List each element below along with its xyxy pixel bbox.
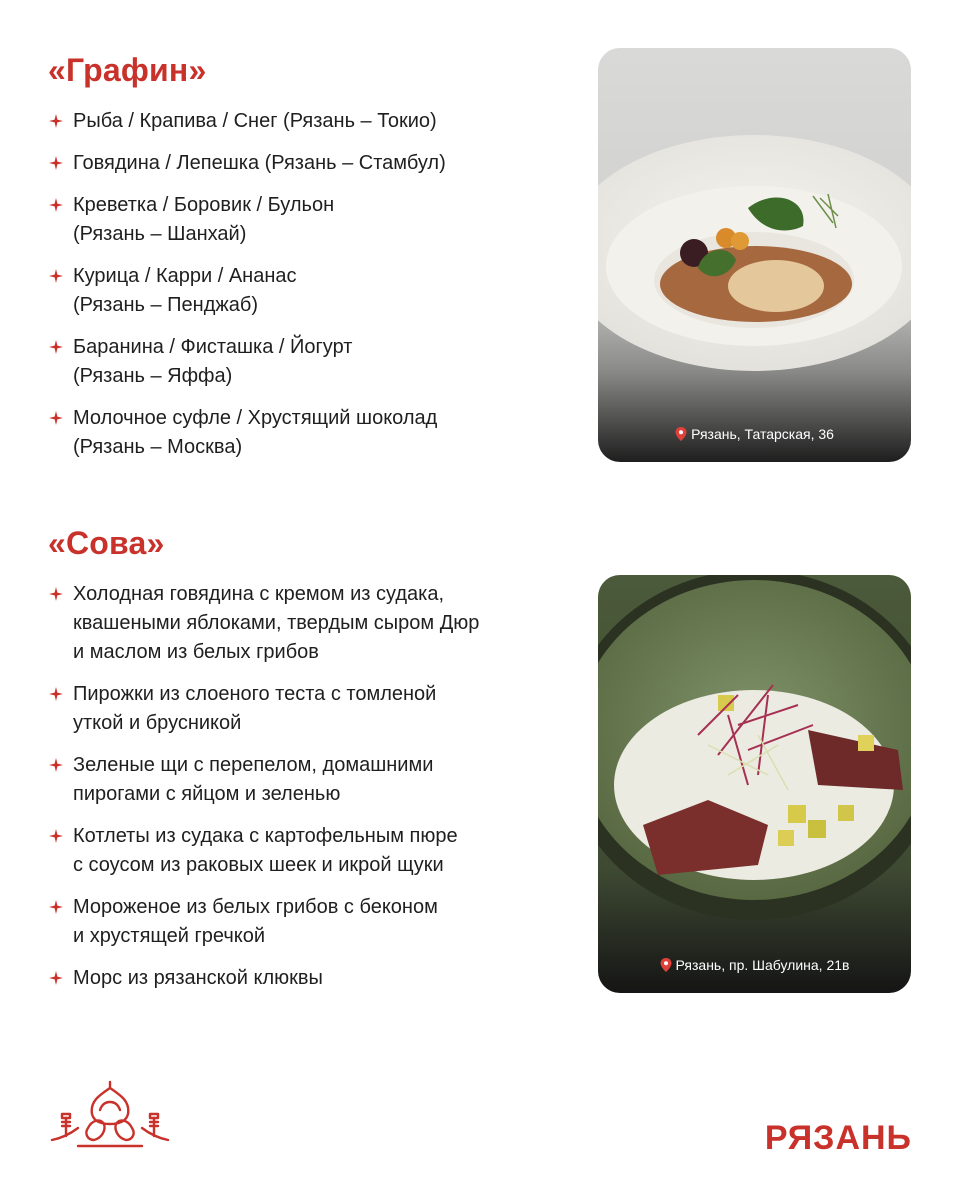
list-item: Мороженое из белых грибов с беконом и хрустящей гречкой: [48, 893, 548, 951]
cross-bullet-icon: [48, 970, 64, 986]
cross-bullet-icon: [48, 828, 64, 844]
list-item: Говядина / Лепешка (Рязань – Стамбул): [48, 149, 548, 178]
list-item: Пирожки из слоеного теста с томленой уткой и брусникой: [48, 680, 548, 738]
menu-list: [48, 107, 548, 462]
cross-bullet-icon: [48, 586, 64, 602]
list-item: Молочное суфле / Хрустящий шоколад (Рязань – Москва): [48, 404, 548, 462]
cross-bullet-icon: [48, 339, 64, 355]
cross-bullet-icon: [48, 268, 64, 284]
list-item: Креветка / Боровик / Бульон (Рязань – Шанхай): [48, 191, 548, 249]
dish-image: [598, 575, 911, 993]
section-sova: [48, 525, 548, 1006]
cross-bullet-icon: [48, 197, 64, 213]
list-item: Рыба / Крапива / Снег (Рязань – Токио): [48, 107, 548, 136]
menu-list: [48, 580, 548, 993]
list-item: Котлеты из судака с картофельным пюре с соусом из раковых шеек и икрой щуки: [48, 822, 548, 880]
cross-bullet-icon: [48, 757, 64, 773]
cross-bullet-icon: [48, 410, 64, 426]
section-grafin: [48, 52, 548, 475]
location-caption: [598, 957, 911, 973]
ryazan-logo: РЯЗАНЬ: [764, 1119, 912, 1157]
section-title: «Сова»: [48, 525, 165, 561]
list-item: Холодная говядина с кремом из судака, квашеными яблоками, твердым сыром Дюр и маслом из белых грибов: [48, 580, 548, 667]
cross-bullet-icon: [48, 155, 64, 171]
cross-bullet-icon: [48, 899, 64, 915]
domes-ornament-icon: [48, 1078, 172, 1152]
location-pin-icon: [675, 427, 687, 441]
cross-bullet-icon: [48, 113, 64, 129]
cross-bullet-icon: [48, 686, 64, 702]
location-caption: [598, 426, 911, 442]
list-item: Морс из рязанской клюквы: [48, 964, 548, 993]
list-item: Зеленые щи с перепелом, домашними пирогами с яйцом и зеленью: [48, 751, 548, 809]
section-title: «Графин»: [48, 52, 207, 88]
location-text: Рязань, Татарская, 36: [691, 426, 834, 442]
location-text: Рязань, пр. Шабулина, 21в: [675, 957, 850, 973]
dish-photo-sova: [598, 575, 911, 993]
location-pin-icon: [660, 958, 672, 972]
dish-image: [598, 48, 911, 462]
list-item: Баранина / Фисташка / Йогурт (Рязань – Яффа): [48, 333, 548, 391]
dish-photo-grafin: [598, 48, 911, 462]
list-item: Курица / Карри / Ананас (Рязань – Пенджаб): [48, 262, 548, 320]
